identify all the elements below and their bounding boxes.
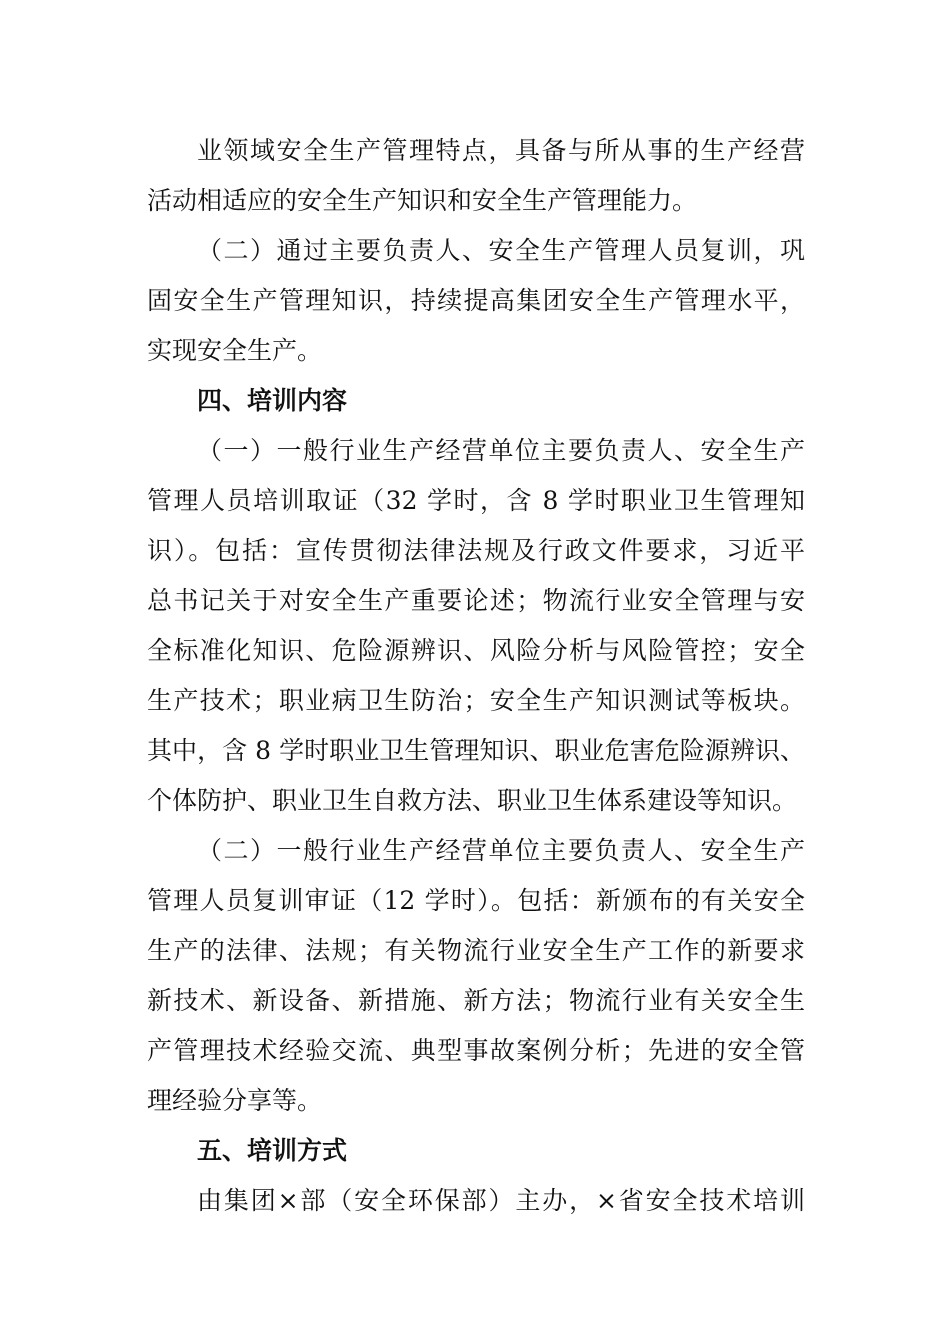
paragraph-line: 管理人员复训审证（12 学时）。包括：新颁布的有关安全: [147, 886, 805, 915]
paragraph-line: 固安全生产管理知识，持续提高集团安全生产管理水平，: [147, 286, 805, 315]
paragraph-line: （二）一般行业生产经营单位主要负责人、安全生产: [197, 836, 805, 865]
paragraph-line: 实现安全生产。: [147, 336, 323, 365]
paragraph-line: 个体防护、职业卫生自救方法、职业卫生体系建设等知识。: [147, 786, 798, 815]
paragraph-line: 业领域安全生产管理特点，具备与所从事的生产经营: [197, 136, 805, 165]
paragraph-line: 新技术、新设备、新措施、新方法；物流行业有关安全生: [147, 986, 805, 1015]
paragraph-line: 其中，含 8 学时职业卫生管理知识、职业危害危险源辨识、: [147, 736, 805, 765]
paragraph-line: 总书记关于对安全生产重要论述；物流行业安全管理与安: [147, 586, 805, 615]
paragraph-line: 理经验分享等。: [147, 1086, 323, 1115]
paragraph-line: （二）通过主要负责人、安全生产管理人员复训，巩: [197, 236, 805, 265]
paragraph-line: 产管理技术经验交流、典型事故案例分析；先进的安全管: [147, 1036, 805, 1065]
paragraph-line: （一）一般行业生产经营单位主要负责人、安全生产: [197, 436, 805, 465]
paragraph-line: 活动相适应的安全生产知识和安全生产管理能力。: [147, 186, 698, 215]
paragraph-line: 全标准化知识、危险源辨识、风险分析与风险管控；安全: [147, 636, 805, 665]
paragraph-line: 由集团×部（安全环保部）主办，×省安全技术培训: [197, 1186, 805, 1215]
paragraph-line: 管理人员培训取证（32 学时，含 8 学时职业卫生管理知: [147, 486, 805, 515]
paragraph-line: 生产的法律、法规；有关物流行业安全生产工作的新要求: [147, 936, 805, 965]
paragraph-line: 生产技术；职业病卫生防治；安全生产知识测试等板块。: [147, 686, 805, 715]
section-heading: 四、培训内容: [197, 386, 348, 415]
section-heading: 五、培训方式: [197, 1136, 348, 1165]
paragraph-line: 识）。包括：宣传贯彻法律法规及行政文件要求，习近平: [147, 536, 805, 565]
